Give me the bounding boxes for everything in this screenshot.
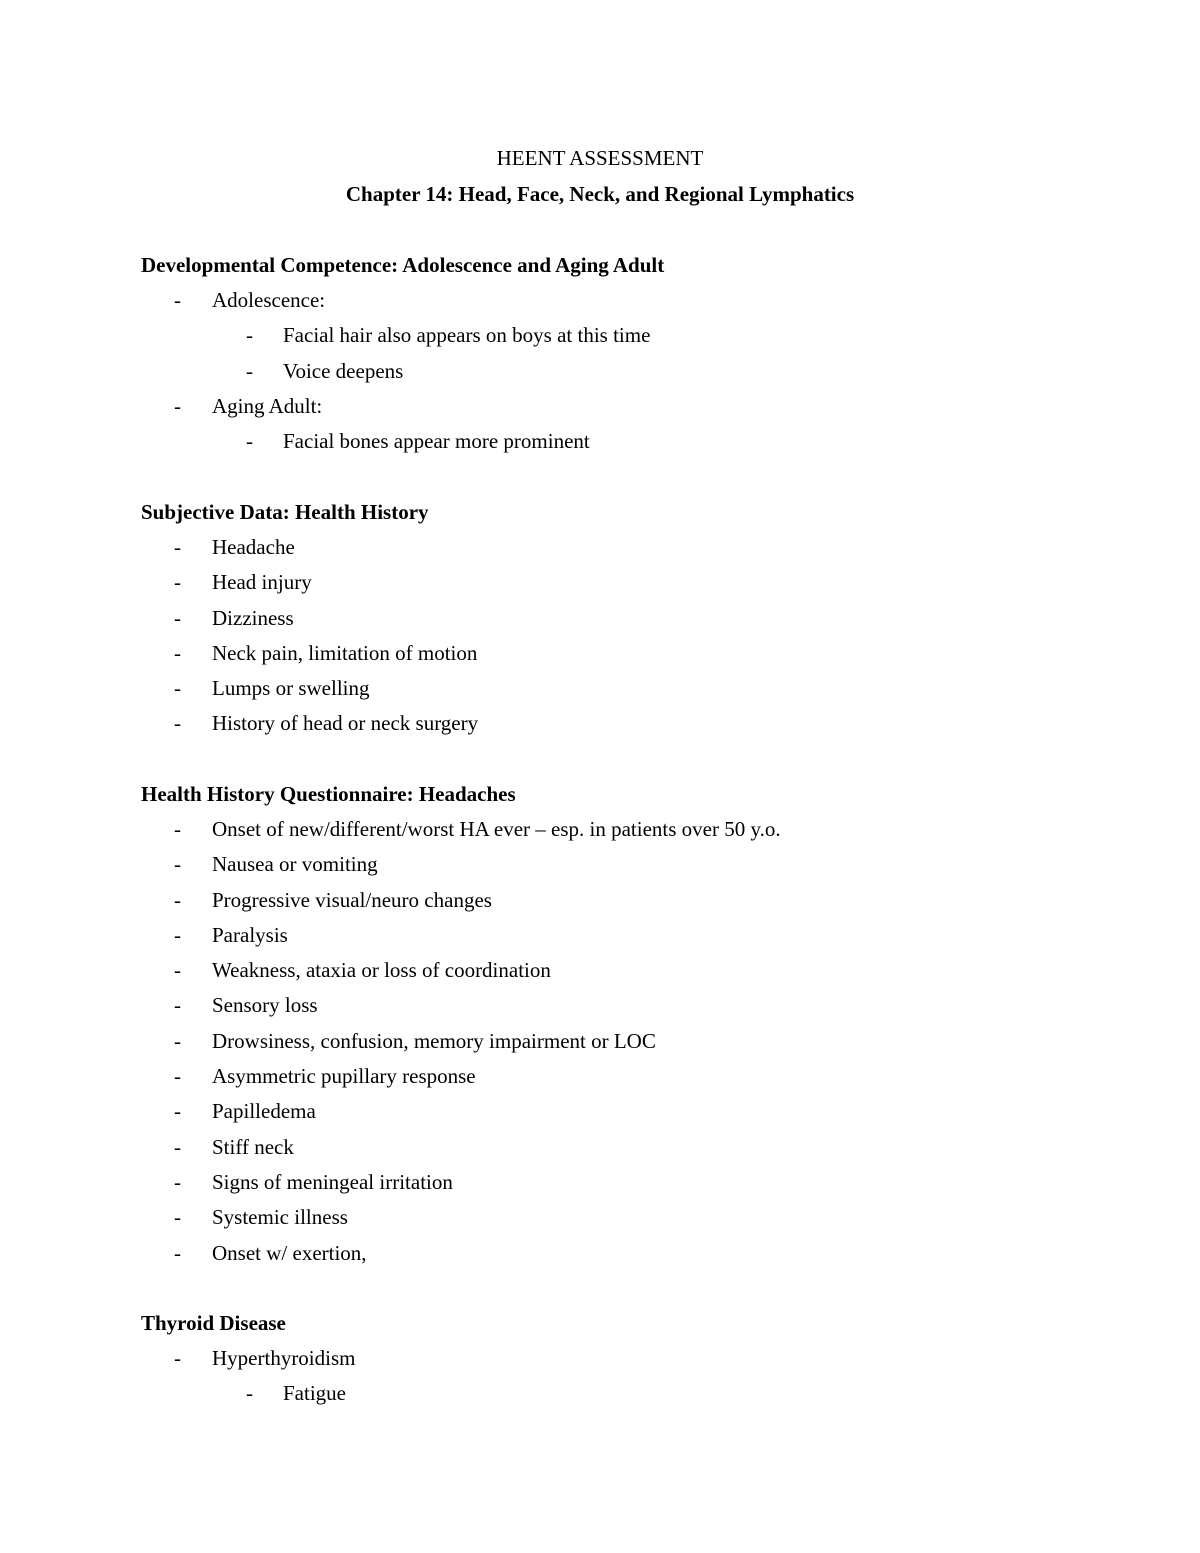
- bullet-dash: -: [174, 711, 181, 736]
- sub-list-item: [141, 428, 1141, 463]
- list-item: [141, 605, 1141, 640]
- list-item: [141, 534, 1141, 569]
- bullet-dash: -: [174, 852, 181, 877]
- list-item-text: Dizziness: [212, 605, 294, 630]
- bullet-dash: -: [174, 1205, 181, 1230]
- list-item: [141, 922, 1141, 957]
- bullet-dash: -: [174, 535, 181, 559]
- list-item-text: Stiff neck: [212, 1134, 294, 1159]
- list-item-text: Nausea or vomiting: [212, 852, 378, 877]
- list-item: [141, 287, 1141, 322]
- list-item-text: Drowsiness, confusion, memory impairment or LOC: [212, 1028, 656, 1053]
- bullet-dash: -: [174, 1134, 181, 1159]
- list-item-text: Lumps or swelling: [212, 676, 370, 701]
- list-item: [141, 957, 1141, 992]
- list-item-text: Adolescence:: [212, 288, 326, 312]
- bullet-dash: -: [174, 676, 181, 701]
- list-item-text: Headache: [212, 535, 295, 559]
- list-item: [141, 1098, 1141, 1133]
- list-item-text: Papilledema: [212, 1099, 316, 1124]
- bullet-dash: -: [174, 958, 181, 983]
- bullet-dash: -: [174, 922, 181, 947]
- bullet-dash: -: [246, 358, 253, 383]
- bullet-dash: -: [174, 393, 181, 418]
- bullet-dash: -: [174, 1064, 181, 1089]
- sub-list-item-text: Facial hair also appears on boys at this time: [283, 323, 651, 348]
- bullet-dash: -: [174, 605, 181, 630]
- list-item: [141, 1169, 1141, 1204]
- list-item-text: Systemic illness: [212, 1205, 348, 1230]
- section-heading: Subjective Data: Health History: [141, 500, 429, 524]
- list-item-text: Sensory loss: [212, 993, 318, 1018]
- list-item-text: Neck pain, limitation of motion: [212, 640, 478, 665]
- list-item-text: History of head or neck surgery: [212, 711, 479, 736]
- bullet-dash: -: [246, 429, 253, 454]
- bullet-dash: -: [174, 1240, 181, 1265]
- section-heading: Developmental Competence: Adolescence and Aging Adult: [141, 253, 665, 277]
- sub-list-item: [141, 358, 1141, 393]
- bullet-dash: -: [174, 288, 181, 312]
- list-item-text: Asymmetric pupillary response: [212, 1064, 476, 1089]
- bullet-dash: -: [174, 993, 181, 1018]
- list-item: [141, 1134, 1141, 1169]
- bullet-dash: -: [174, 1099, 181, 1124]
- bullet-dash: -: [174, 1169, 181, 1194]
- sub-list-item: [141, 322, 1141, 357]
- list-item-text: Onset of new/different/worst HA ever – esp. in patients over 50 y.o.: [212, 817, 781, 841]
- sub-list-item-text: Fatigue: [283, 1381, 346, 1406]
- list-item-text: Progressive visual/neuro changes: [212, 887, 492, 912]
- sub-list-item-text: Facial bones appear more prominent: [283, 429, 590, 454]
- document-title: HEENT ASSESSMENT: [496, 146, 704, 170]
- list-item: [141, 992, 1141, 1027]
- list-item-text: Paralysis: [212, 922, 288, 947]
- list-item: [141, 1028, 1141, 1063]
- bullet-dash: -: [174, 887, 181, 912]
- list-item: [141, 675, 1141, 710]
- bullet-dash: -: [174, 640, 181, 665]
- list-item-text: Onset w/ exertion,: [212, 1240, 367, 1265]
- sub-list-item: [141, 1380, 1141, 1415]
- list-item: [141, 1240, 1141, 1275]
- list-item-text: Head injury: [212, 570, 312, 595]
- list-item: [141, 851, 1141, 886]
- bullet-dash: -: [174, 1028, 181, 1053]
- bullet-dash: -: [174, 570, 181, 595]
- bullet-dash: -: [246, 323, 253, 348]
- section-heading: Thyroid Disease: [141, 1311, 286, 1335]
- list-item: [141, 1063, 1141, 1098]
- list-item-text: Signs of meningeal irritation: [212, 1169, 453, 1194]
- list-item-text: Weakness, ataxia or loss of coordination: [212, 958, 551, 983]
- list-item-text: Aging Adult:: [212, 393, 323, 418]
- section-thyroid-disease: [141, 1310, 1141, 1416]
- list-item: [141, 887, 1141, 922]
- list-item: [141, 393, 1141, 428]
- list-item: [141, 569, 1141, 604]
- sub-list-item-text: Voice deepens: [283, 358, 404, 383]
- list-item: [141, 816, 1141, 851]
- list-item: [141, 1204, 1141, 1239]
- bullet-dash: -: [246, 1381, 253, 1406]
- list-item: [141, 710, 1141, 745]
- bullet-dash: -: [174, 1346, 181, 1370]
- list-item: [141, 1345, 1141, 1380]
- section-heading: Health History Questionnaire: Headaches: [141, 782, 516, 806]
- list-item-text: Hyperthyroidism: [212, 1346, 356, 1370]
- section-subjective-data: [141, 499, 1141, 746]
- document-subtitle: Chapter 14: Head, Face, Neck, and Regional Lymphatics: [345, 182, 855, 206]
- section-headache-questionnaire: [141, 781, 1141, 1275]
- section-developmental-competence: [141, 252, 1141, 463]
- list-item: [141, 640, 1141, 675]
- bullet-dash: -: [174, 817, 181, 841]
